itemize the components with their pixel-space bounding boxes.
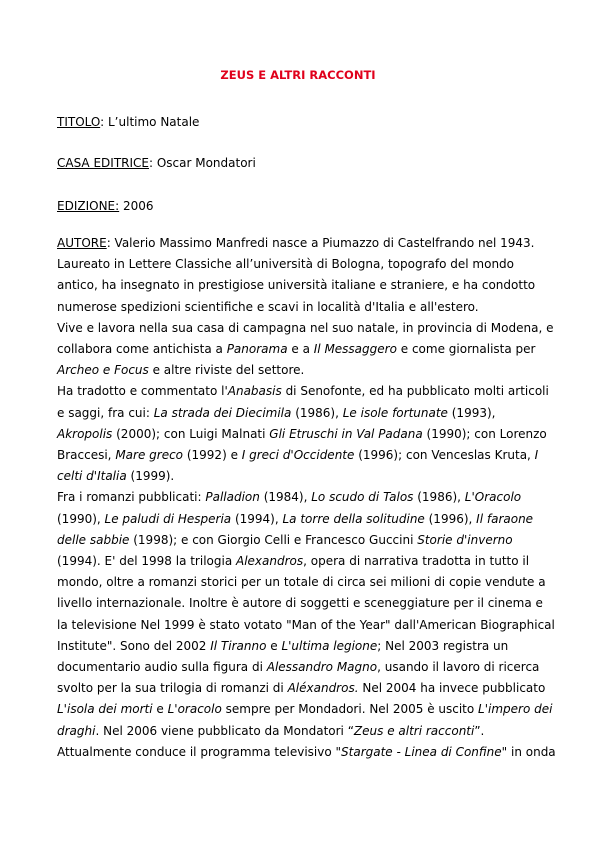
body-text-run: (1999). <box>126 469 175 484</box>
italic-title-run: Stargate - Linea di Confine <box>341 744 502 759</box>
italic-title-run: celti d'Italia <box>57 469 127 484</box>
body-text-run: Ha tradotto e commentato l' <box>57 384 228 399</box>
italic-title-run: L'ultima legione <box>281 638 378 653</box>
body-text-run: (1994), <box>231 511 283 526</box>
body-text-run: (1990); con Lorenzo <box>422 426 547 441</box>
body-text-run: e saggi, fra cui: <box>57 405 154 420</box>
body-line <box>57 615 555 636</box>
body-text-run: (1998); e con Giorgio Celli e Francesco Guccini <box>129 532 418 547</box>
italic-title-run: Storie d'inverno <box>417 532 513 547</box>
italic-title-run: Il Messaggero <box>313 342 397 357</box>
body-text-run: e <box>152 702 168 717</box>
autore-label: AUTORE <box>57 236 107 250</box>
body-line <box>57 509 541 530</box>
author-biography <box>57 233 556 763</box>
body-text-run: livello internazionale. Inoltre è autore di soggetti e sceneggiature per il cinema e <box>57 596 543 611</box>
body-line <box>57 275 541 296</box>
italic-title-run: L'Oracolo <box>464 490 522 505</box>
body-text-run: (1992) e <box>183 448 242 463</box>
body-text-run: Institute". Sono del 2002 <box>57 638 211 653</box>
body-line <box>57 572 546 593</box>
italic-title-run: Il faraone <box>476 511 534 526</box>
italic-title-run: L'oracolo <box>167 702 222 717</box>
body-line <box>57 466 541 487</box>
italic-title-run: delle sabbie <box>57 532 130 547</box>
body-text-run: e altre riviste del settore. <box>148 363 305 378</box>
body-line <box>57 318 554 339</box>
body-text-run: sempre per Mondadori. Nel 2005 è uscito <box>221 702 479 717</box>
italic-title-run: La torre della solitudine <box>282 511 425 526</box>
body-line <box>57 487 541 508</box>
italic-title-run: L'impero dei <box>478 702 553 717</box>
body-line <box>57 403 541 424</box>
body-text-run: e <box>266 638 282 653</box>
body-text-run: , opera di narrativa tradotta in tutto il <box>303 554 530 569</box>
body-line <box>57 678 546 699</box>
body-text-run: e come giornalista per <box>396 342 536 357</box>
body-text-run: (1994). E' del 1998 la trilogia <box>57 554 236 569</box>
body-line <box>57 530 541 551</box>
italic-title-run: L'isola dei morti <box>57 702 153 717</box>
field-casa-editrice <box>57 155 256 171</box>
body-text-run: , usando il lavoro di ricerca <box>377 660 540 675</box>
titolo-value: : L’ultimo Natale <box>100 115 200 129</box>
italic-title-run: I greci d'Occidente <box>241 448 355 463</box>
body-text-run: ”. <box>474 723 485 738</box>
body-text-run: mondo, oltre a romanzi storici per un totale di circa sei milioni di copie vendute a <box>57 575 546 590</box>
document-title: ZEUS E ALTRI RACCONTI <box>220 68 376 82</box>
body-text-run: la televisione Nel 1999 è stato votato "Man of the Year" dall'American Biographical <box>57 617 555 632</box>
edizione-value: 2006 <box>119 199 154 213</box>
body-text-run: Attualmente conduce il programma televisivo " <box>57 744 342 759</box>
body-text-run: Nel 2004 ha invece pubblicato <box>358 681 546 696</box>
italic-title-run: Mare greco <box>115 448 184 463</box>
body-text-run: di Senofonte, ed ha pubblicato molti articoli <box>281 384 549 399</box>
casa-editrice-label: CASA EDITRICE <box>57 156 149 170</box>
body-line <box>57 445 541 466</box>
body-text-run: (1993), <box>447 405 496 420</box>
italic-title-run: Panorama <box>226 342 288 357</box>
body-text-run: : Valerio Massimo Manfredi nasce a Piumazzo di Castelfrando nel 1943. <box>106 236 535 250</box>
body-text-run: (2000); con Luigi Malnati <box>112 426 270 441</box>
italic-title-run: Le isole fortunate <box>342 405 448 420</box>
body-text-run: collabora come antichista a <box>57 342 227 357</box>
casa-editrice-value: : Oscar Mondatori <box>148 156 256 170</box>
italic-title-run: Alexandros <box>236 554 304 569</box>
body-text-run: numerose spedizioni scientifiche e scavi in località d'Italia e all'estero. <box>57 299 479 314</box>
body-line <box>57 297 541 318</box>
body-line <box>57 657 541 678</box>
body-line <box>57 424 547 445</box>
edizione-label: EDIZIONE: <box>57 199 120 213</box>
field-edizione <box>57 198 154 214</box>
titolo-label: TITOLO <box>57 115 101 129</box>
italic-title-run: draghi <box>57 723 96 738</box>
body-line <box>57 339 541 360</box>
body-line <box>57 699 553 720</box>
body-text-run: Fra i romanzi pubblicati: <box>57 490 206 505</box>
body-text-run: antico, ha insegnato in prestigiose università italiane e straniere, e ha condotto <box>57 278 536 293</box>
italic-title-run: I <box>534 448 539 463</box>
body-text-run: (1990), <box>57 511 105 526</box>
body-text-run: (1996); con Venceslas Kruta, <box>354 448 535 463</box>
body-line <box>57 593 541 614</box>
body-line <box>57 254 541 275</box>
body-text-run: documentario audio sulla figura di <box>57 660 267 675</box>
italic-title-run: Lo scudo di Talos <box>311 490 414 505</box>
body-line <box>57 742 556 763</box>
italic-title-run: Gli Etruschi in Val Padana <box>269 426 423 441</box>
italic-title-run: Anabasis <box>227 384 282 399</box>
italic-title-run: Archeo e Focus <box>57 363 149 378</box>
body-line <box>57 636 541 657</box>
body-text-run: Vive e lavora nella sua casa di campagna nel suo natale, in provincia di Modena, e <box>57 320 554 335</box>
body-text-run: . Nel 2006 viene pubblicato da Mondatori “ <box>95 723 354 738</box>
body-line <box>57 551 541 572</box>
italic-title-run: Zeus e altri racconti <box>353 723 475 738</box>
italic-title-run: La strada dei Diecimila <box>153 405 292 420</box>
body-text-run: Laureato in Lettere Classiche all’università di Bologna, topografo del mondo <box>57 257 515 272</box>
body-line <box>57 360 541 381</box>
italic-title-run: Palladion <box>205 490 260 505</box>
italic-title-run: Le paludi di Hesperia <box>104 511 232 526</box>
body-line <box>57 721 541 742</box>
body-text-run: (1986), <box>291 405 343 420</box>
body-text-run: svolto per la sua trilogia di romanzi di <box>57 681 288 696</box>
italic-title-run: Aléxandros. <box>287 681 359 696</box>
body-text-run: (1984), <box>259 490 312 505</box>
body-text-run: (1996), <box>424 511 477 526</box>
body-text-run: " in onda <box>501 744 556 759</box>
body-text-run: ; Nel 2003 registra un <box>377 638 509 653</box>
italic-title-run: Alessandro Magno <box>266 660 378 675</box>
body-text-run: e a <box>287 342 314 357</box>
body-line <box>57 381 549 402</box>
body-text-run: (1986), <box>413 490 465 505</box>
body-text-run: Braccesi, <box>57 448 116 463</box>
italic-title-run: Il Tiranno <box>210 638 267 653</box>
field-titolo <box>57 114 199 130</box>
italic-title-run: Akropolis <box>57 426 113 441</box>
body-line <box>57 233 541 254</box>
